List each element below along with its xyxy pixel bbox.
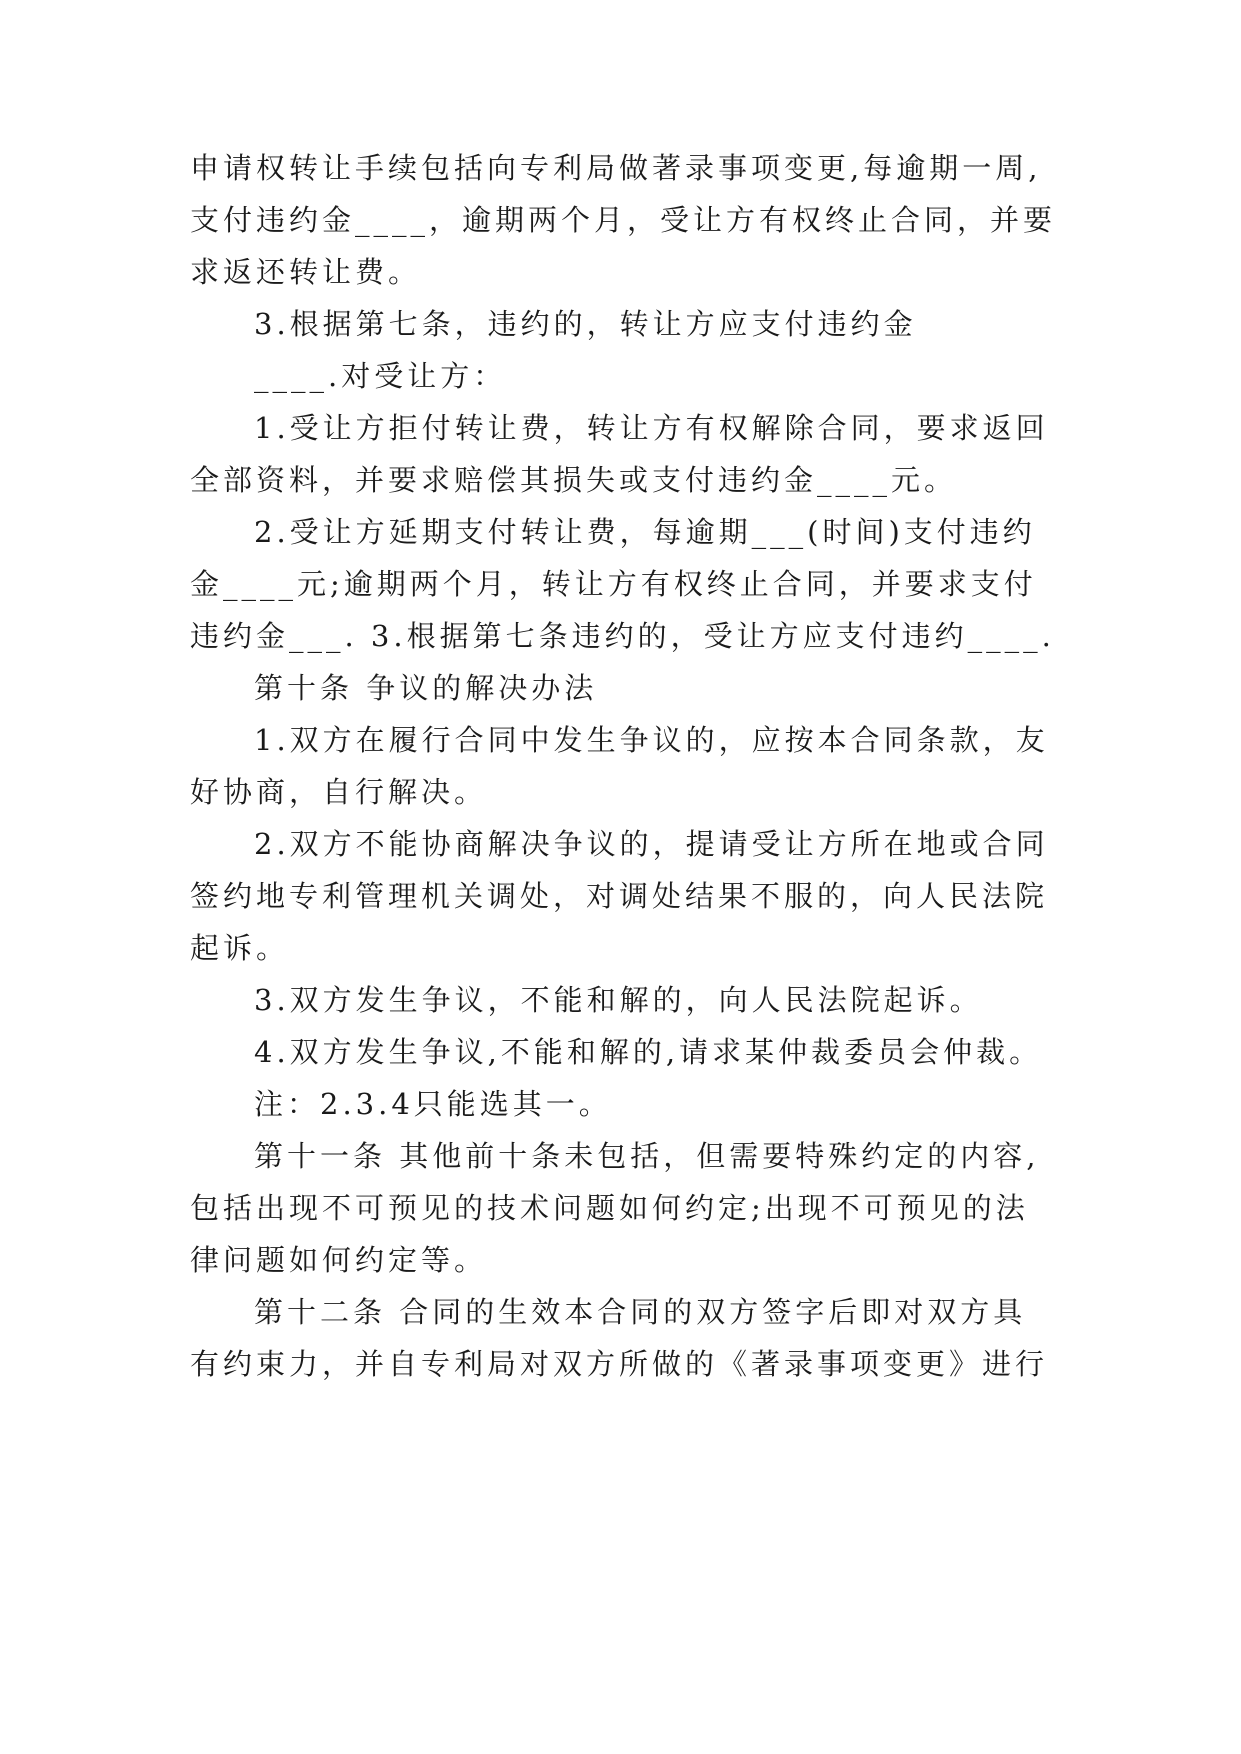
text-line: 2.双方不能协商解决争议的，提请受让方所在地或合同	[254, 827, 1049, 861]
text-line: 支付违约金____，逾期两个月，受让方有权终止合同，并要	[190, 203, 1057, 237]
text-line: 包括出现不可预见的技术问题如何约定;出现不可预见的法	[190, 1191, 1029, 1225]
text-line: 4.双方发生争议,不能和解的,请求某仲裁委员会仲裁。	[254, 1035, 1043, 1069]
text-line: 律问题如何约定等。	[190, 1243, 488, 1277]
text-line: 好协商，自行解决。	[190, 775, 488, 809]
text-line: 求返还转让费。	[190, 255, 422, 289]
text-line: 有约束力，并自专利局对双方所做的《著录事项变更》进行	[190, 1347, 1049, 1381]
text-line: 3.根据第七条，违约的，转让方应支付违约金	[254, 307, 917, 341]
note-line: 注：2.3.4只能选其一。	[254, 1087, 612, 1121]
section-heading: 第十一条 其他前十条未包括，但需要特殊约定的内容,	[254, 1139, 1040, 1173]
text-line: 1.双方在履行合同中发生争议的，应按本合同条款，友	[254, 723, 1049, 757]
text-line: 3.双方发生争议，不能和解的，向人民法院起诉。	[254, 983, 983, 1017]
text-line: 全部资料，并要求赔偿其损失或支付违约金____元。	[190, 463, 958, 497]
text-line: 1.受让方拒付转让费，转让方有权解除合同，要求返回	[254, 411, 1049, 445]
section-heading: 第十条 争议的解决办法	[254, 671, 598, 705]
text-line: ____.对受让方：	[254, 359, 507, 393]
text-line: 金____元;逾期两个月，转让方有权终止合同，并要求支付	[190, 567, 1037, 601]
text-line: 起诉。	[190, 931, 290, 965]
text-line: 2.受让方延期支付转让费，每逾期___(时间)支付违约	[254, 515, 1036, 549]
section-heading: 第十二条 合同的生效本合同的双方签字后即对双方具	[254, 1295, 1027, 1329]
text-line: 申请权转让手续包括向专利局做著录事项变更,每逾期一周,	[190, 151, 1042, 185]
text-line: 违约金___. 3.根据第七条违约的，受让方应支付违约____.	[190, 619, 1055, 653]
text-line: 签约地专利管理机关调处，对调处结果不服的，向人民法院	[190, 879, 1049, 913]
